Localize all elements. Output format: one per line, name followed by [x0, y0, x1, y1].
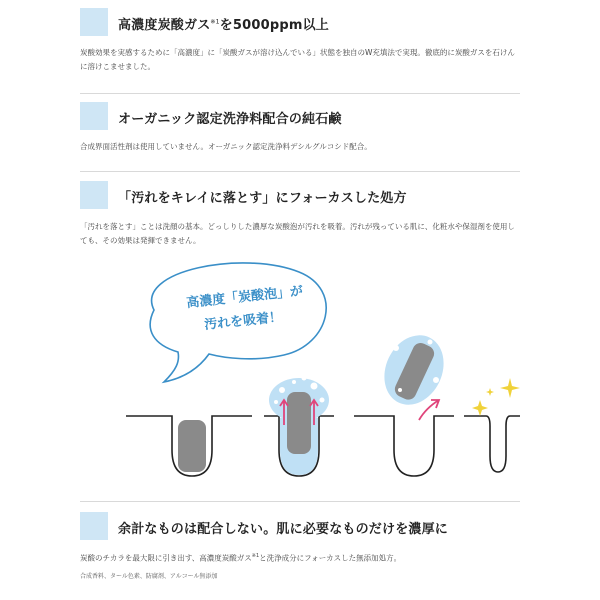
section-square-icon — [80, 181, 108, 209]
desc-line: ても、その効果は発揮できません。 — [80, 236, 201, 245]
section-2-title: オーガニック認定洗浄料配合の純石鹸 — [118, 112, 342, 127]
divider — [80, 93, 520, 94]
section-square-icon — [80, 102, 108, 130]
section-3-title: 「汚れをキレイに落とす」にフォーカスした処方 — [118, 191, 407, 206]
pore-2 — [264, 376, 334, 477]
section-1-header — [80, 8, 520, 40]
pore-4-clean — [464, 378, 520, 472]
foam-illustration — [114, 250, 520, 490]
sparkle-icon — [472, 400, 488, 416]
pore-1 — [126, 416, 252, 476]
section-square-icon — [80, 8, 108, 36]
section-square-icon — [80, 512, 108, 540]
divider — [80, 171, 520, 172]
section-2-description — [80, 140, 520, 154]
sparkle-icon — [486, 388, 494, 396]
bubble-text-line2: 汚れを吸着！ — [203, 309, 283, 334]
section-3-header — [80, 181, 520, 213]
additive-free-note: 合成香料、タール色素、防腐剤、アルコール無添加 — [80, 573, 218, 580]
section-1-description — [80, 46, 520, 74]
section-1-title: 高濃度炭酸ガス$^{※1}$を5000ppm以上 — [118, 18, 329, 33]
section-2-header — [80, 102, 520, 134]
desc-line: 合成界面活性剤は使用していません。オーガニック認定洗浄料デシルグルコシド配合。 — [80, 142, 372, 151]
divider — [80, 501, 520, 502]
desc-line: 「汚れを落とす」ことは洗顔の基本。どっしりした濃厚な炭酸泡が汚れを吸着。汚れが残っている肌に、化粧水や保湿剤を使用し — [80, 222, 515, 231]
page — [64, 0, 520, 600]
illustration-svg — [114, 250, 520, 490]
pore-3 — [354, 326, 455, 476]
section-3-description — [80, 220, 520, 248]
desc-line: に溶けこませました。 — [80, 62, 155, 71]
section-4-header — [80, 512, 520, 544]
section-4-title: 余計なものは配合しない。肌に必要なものだけを濃厚に — [118, 522, 449, 537]
bubble-text-line1: 高濃度「炭酸泡」が — [185, 283, 304, 312]
desc-line: 炭酸効果を実感するために「高濃度」に「炭酸ガスが溶け込んでいる」状態を独自のW充填法で実現。徹底的に炭酸ガスを石けん — [80, 48, 515, 57]
sparkle-icon — [500, 378, 520, 398]
section-4-description: 炭酸のチカラを最大限に引き出す、高濃度炭酸ガス$^{※1}$と洗浄成分にフォーカスした無添加処方。 — [80, 553, 402, 563]
